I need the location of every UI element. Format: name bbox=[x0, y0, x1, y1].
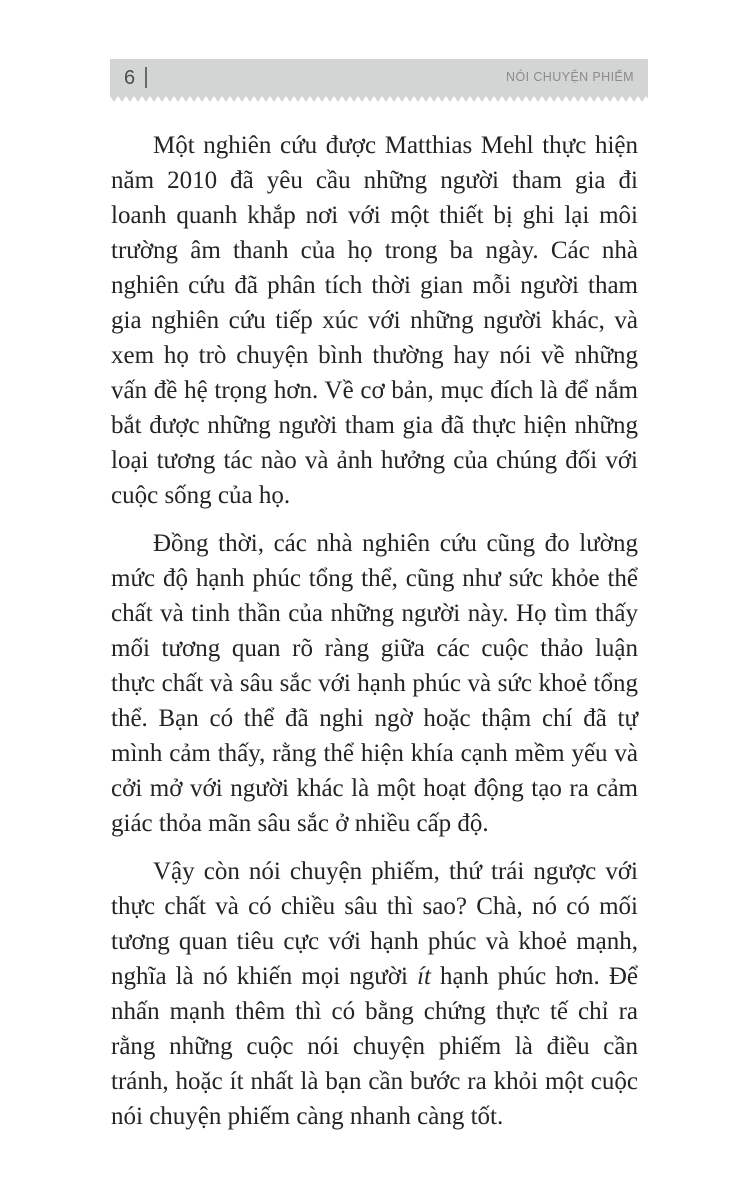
page-header bbox=[110, 59, 648, 96]
header-sawtooth-edge bbox=[110, 96, 648, 102]
paragraph-2: Đồng thời, các nhà nghiên cứu cũng đo lường mức độ hạnh phúc tổng thể, cũng như sức khỏe thể chất và tinh thần của những người này. Họ tìm thấy mối tương quan rõ ràng giữa các cuộc thảo luận thực chất và sâu sắc với hạnh phúc và sức khoẻ tổng thể. Bạn có thể đã nghi ngờ hoặc thậm chí đã tự mình cảm thấy, rằng thể hiện khía cạnh mềm yếu và cởi mở với người khác là một hoạt động tạo ra cảm giác thỏa mãn sâu sắc ở nhiều cấp độ. bbox=[111, 530, 638, 837]
sawtooth-pattern bbox=[110, 96, 648, 102]
body-text bbox=[111, 128, 638, 1147]
paragraph-3: Vậy còn nói chuyện phiếm, thứ trái ngược với thực chất và có chiều sâu thì sao? Chà, nó có mối tương quan tiêu cực với hạnh phúc và khoẻ mạnh, nghĩa là nó khiến mọi người ít hạnh phúc hơn. Để nhấn mạnh thêm thì có bằng chứng thực tế chỉ ra rằng những cuộc nói chuyện phiếm là điều cần tránh, hoặc ít nhất là bạn cần bước ra khỏi một cuộc nói chuyện phiếm càng nhanh càng tốt. bbox=[111, 858, 638, 1130]
running-title: NÓI CHUYỆN PHIẾM bbox=[506, 70, 634, 85]
header-divider bbox=[145, 67, 147, 88]
page-header-left bbox=[124, 67, 147, 88]
page-number: 6 bbox=[124, 66, 136, 89]
paragraph-1: Một nghiên cứu được Matthias Mehl thực hiện năm 2010 đã yêu cầu những người tham gia đi loanh quanh khắp nơi với một thiết bị ghi lại môi trường âm thanh của họ trong ba ngày. Các nhà nghiên cứu đã phân tích thời gian mỗi người tham gia nghiên cứu tiếp xúc với những người khác, và xem họ trò chuyện bình thường hay nói về những vấn đề hệ trọng hơn. Về cơ bản, mục đích là để nắm bắt được những người tham gia đã thực hiện những loại tương tác nào và ảnh hưởng của chúng đối với cuộc sống của họ. bbox=[111, 132, 638, 509]
